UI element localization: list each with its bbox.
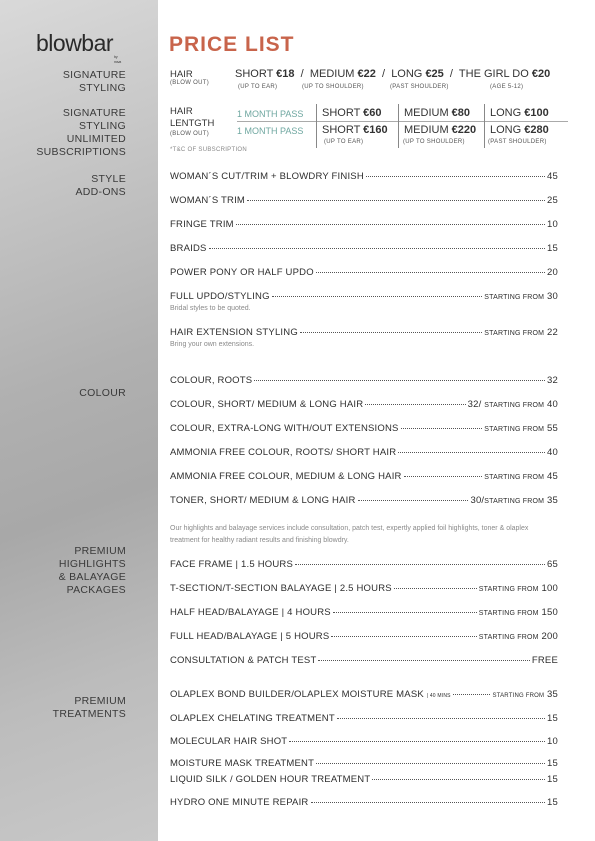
list-item: CONSULTATION & PATCH TEST FREE bbox=[170, 655, 558, 666]
long-note: (PAST SHOULDER) bbox=[390, 84, 449, 90]
sub-long-2: LONG €280 bbox=[490, 124, 549, 136]
item-note: Bring your own extensions. bbox=[170, 341, 255, 348]
list-item: BRAIDS 15 bbox=[170, 243, 558, 254]
list-item: COLOUR, ROOTS 32 bbox=[170, 375, 558, 386]
list-item: TONER, SHORT/ MEDIUM & LONG HAIR 30/ STARTING FROM 35 bbox=[170, 495, 558, 506]
list-item: HALF HEAD/BALAYAGE | 4 HOURS STARTING FROM 150 bbox=[170, 607, 558, 618]
list-item: AMMONIA FREE COLOUR, ROOTS/ SHORT HAIR 40 bbox=[170, 447, 558, 458]
sub-medium-2: MEDIUM €220 bbox=[404, 124, 477, 136]
brand-logo: blowbar by nova bbox=[36, 30, 121, 64]
subscription-label-sub: (BLOW OUT) bbox=[170, 131, 209, 137]
list-item: OLAPLEX BOND BUILDER/OLAPLEX MOISTURE MASK | 40 MINS STARTING FROM 35 bbox=[170, 689, 558, 700]
subscription-vline-2 bbox=[398, 104, 399, 148]
category-signature-styling: SIGNATURE STYLING bbox=[62, 69, 126, 94]
pass-two-label: 1 MONTH PASS bbox=[237, 126, 304, 136]
sub-long-1: LONG €100 bbox=[490, 107, 549, 119]
sub-medium-1: MEDIUM €80 bbox=[404, 107, 471, 119]
category-subscriptions: SIGNATURE STYLING UNLIMITED SUBSCRIPTIONS bbox=[36, 107, 126, 158]
pass-one-label: 1 MONTH PASS bbox=[237, 109, 304, 119]
list-item: HAIR EXTENSION STYLING STARTING FROM 22 bbox=[170, 327, 558, 338]
list-item: COLOUR, EXTRA-LONG WITH/OUT EXTENSIONS STARTING FROM 55 bbox=[170, 423, 558, 434]
list-item: OLAPLEX CHELATING TREATMENT 15 bbox=[170, 713, 558, 724]
signature-prices: SHORT €18 / MEDIUM €22 / LONG €25 / THE GIRL DO €20 bbox=[235, 68, 551, 80]
girl-note: (AGE 5-12) bbox=[490, 84, 524, 90]
list-item: T-SECTION/T-SECTION BALAYAGE | 2.5 HOURS STARTING FROM 100 bbox=[170, 583, 558, 594]
list-item: WOMAN´S CUT/TRIM + BLOWDRY FINISH 45 bbox=[170, 171, 558, 182]
list-item: FULL HEAD/BALAYAGE | 5 HOURS STARTING FROM 200 bbox=[170, 631, 558, 642]
category-colour: COLOUR bbox=[79, 387, 126, 399]
subscription-terms: *T&C OF SUBSCRIPTION bbox=[170, 147, 248, 153]
subscription-vline-1 bbox=[316, 104, 317, 148]
list-item: AMMONIA FREE COLOUR, MEDIUM & LONG HAIR STARTING FROM 45 bbox=[170, 471, 558, 482]
signature-label-sub: (BLOW OUT) bbox=[170, 80, 209, 86]
category-highlights: PREMIUM HIGHLIGHTS & BALAYAGE PACKAGES bbox=[58, 545, 126, 596]
list-item: FRINGE TRIM 10 bbox=[170, 219, 558, 230]
short-note: (UP TO EAR) bbox=[238, 84, 278, 90]
category-style-addons: STYLE ADD-ONS bbox=[75, 173, 126, 198]
subscription-label: HAIR LENTGTH bbox=[170, 106, 215, 129]
list-item: HYDRO ONE MINUTE REPAIR 15 bbox=[170, 797, 558, 808]
item-note: Bridal styles to be quoted. bbox=[170, 305, 251, 312]
subscription-vline-3 bbox=[484, 104, 485, 148]
sub-short-note: (UP TO EAR) bbox=[324, 139, 364, 145]
list-item: COLOUR, SHORT/ MEDIUM & LONG HAIR 32/ STARTING FROM 40 bbox=[170, 399, 558, 410]
list-item: POWER PONY OR HALF UPDO 20 bbox=[170, 267, 558, 278]
sub-long-note: (PAST SHOULDER) bbox=[488, 139, 547, 145]
list-item: MOLECULAR HAIR SHOT 10 bbox=[170, 736, 558, 747]
list-item: MOISTURE MASK TREATMENT 15 bbox=[170, 758, 558, 769]
sub-short-1: SHORT €60 bbox=[322, 107, 382, 119]
page-title: PRICE LIST bbox=[169, 33, 295, 56]
list-item: WOMAN´S TRIM 25 bbox=[170, 195, 558, 206]
subscription-divider bbox=[237, 121, 568, 122]
medium-note: (UP TO SHOULDER) bbox=[302, 84, 364, 90]
sub-medium-note: (UP TO SHOULDER) bbox=[403, 139, 465, 145]
list-item: LIQUID SILK / GOLDEN HOUR TREATMENT 15 bbox=[170, 774, 558, 785]
category-treatments: PREMIUM TREATMENTS bbox=[52, 695, 126, 720]
signature-label: HAIR bbox=[170, 69, 193, 80]
sub-short-2: SHORT €160 bbox=[322, 124, 388, 136]
list-item: FULL UPDO/STYLING STARTING FROM 30 bbox=[170, 291, 558, 302]
list-item: FACE FRAME | 1.5 HOURS 65 bbox=[170, 559, 558, 570]
highlights-description: Our highlights and balayage services include consultation, patch test, expertly applied foil highlights, toner & olaplex treatment for healthy radiant results and finishing blowdry. bbox=[170, 525, 529, 544]
